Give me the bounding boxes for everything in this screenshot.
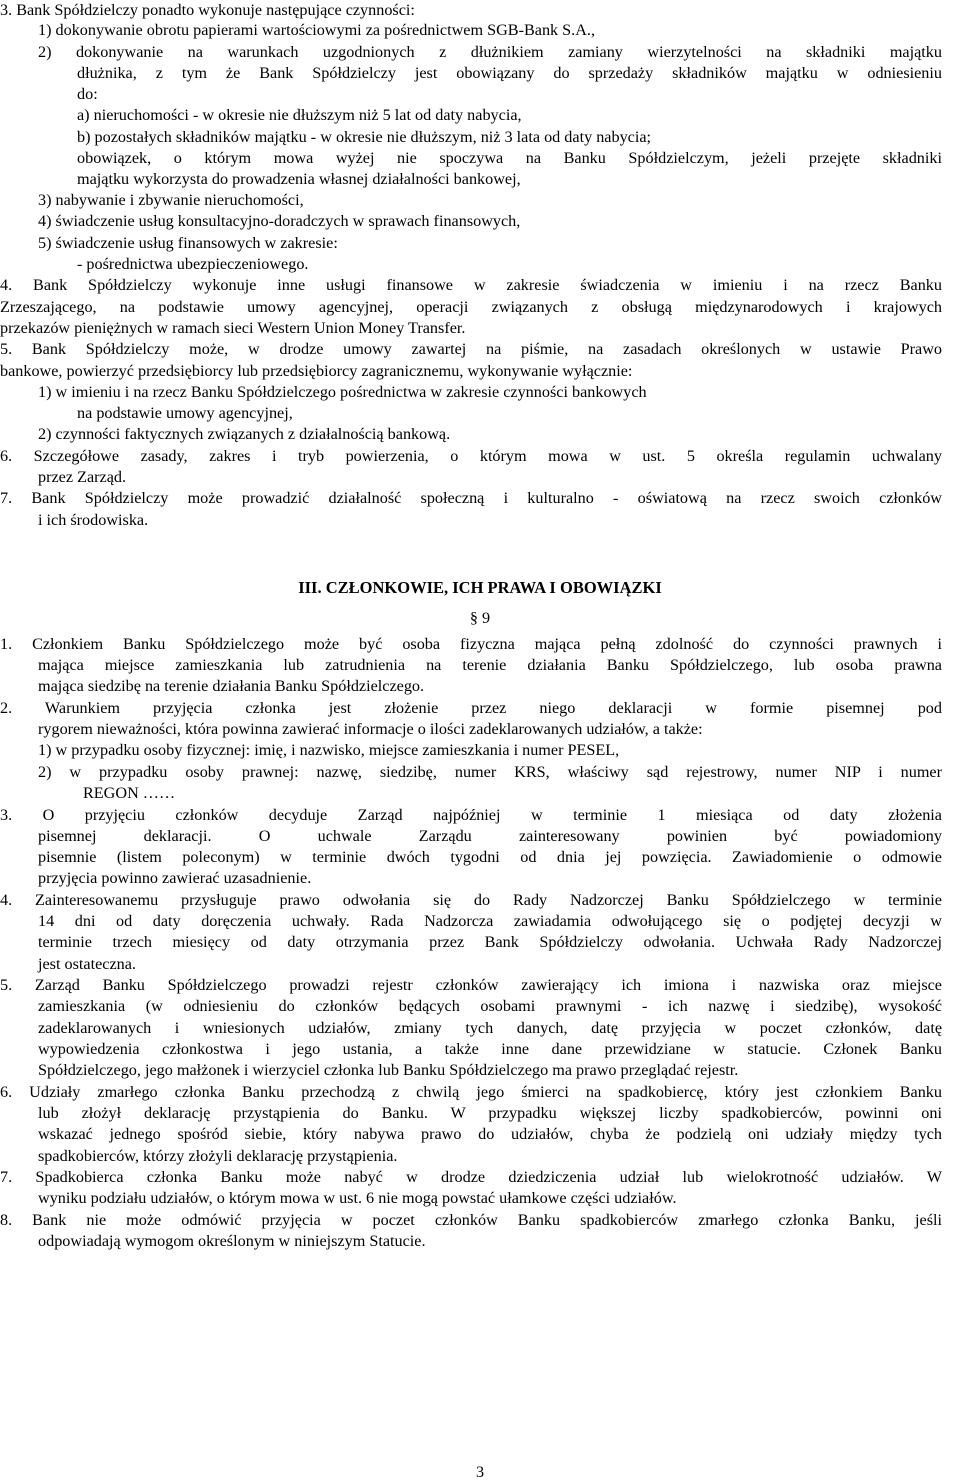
text-line: 1) w przypadku osoby fizycznej: imię, i nazwisko, miejsce zamieszkania i numer PESEL, — [38, 741, 620, 759]
paragraph-symbol: § 9 — [469, 609, 491, 627]
text-line: na podstawie umowy agencyjnej, — [77, 404, 293, 422]
text-line: REGON …… — [83, 784, 176, 802]
text-line: przez Zarząd. — [38, 468, 127, 486]
text-line: 6. Szczegółowe zasady, zakres i tryb powierzenia, o którym mowa w ust. 5 określa regulamin uchwalany — [0, 447, 942, 465]
text-line: 5. Bank Spółdzielczy może, w drodze umowy zawartej na piśmie, na zasadach określonych w ustawie Prawo — [0, 340, 942, 358]
text-line: 14 dni od daty doręczenia uchwały. Rada Nadzorcza zawiadamia odwołującego się o podjętej decyzji w — [38, 912, 942, 930]
text-line: mająca siedzibę na terenie działania Banku Spółdzielczego. — [38, 677, 425, 695]
text-line: 2) dokonywanie na warunkach uzgodnionych z dłużnikiem zamiany wierzytelności na składniki majątku — [38, 43, 942, 61]
text-line: a) nieruchomości - w okresie nie dłuższym niż 5 lat od daty nabycia, — [77, 106, 522, 124]
text-line: 3. O przyjęciu członków decyduje Zarząd najpóźniej w terminie 1 miesiąca od daty złożenia — [0, 806, 942, 824]
text-line: wskazać jednego spośród siebie, który nabywa prawo do udziałów, chyba że podzielą oni udziały między tych — [38, 1125, 942, 1143]
text-line: lub złożył deklarację przystąpienia do Banku. W przypadku większej liczby spadkobierców, powinni oni — [38, 1104, 942, 1122]
text-line: 5. Zarząd Banku Spółdzielczego prowadzi rejestr członków zawierający ich imiona i nazwiska oraz miejsce — [0, 976, 942, 994]
text-line: przyjęcia powinno zawierać uzasadnienie. — [38, 869, 312, 887]
text-line: pisemnie (listem poleconym) w terminie dwóch tygodni od dnia jej powzięcia. Zawiadomienie o odmowie — [38, 848, 942, 866]
text-line: 1. Członkiem Banku Spółdzielczego może być osoba fizyczna mająca pełną zdolność do czynności prawnych i — [0, 635, 942, 653]
text-line: 2. Warunkiem przyjęcia członka jest złożenie przez niego deklaracji w formie pisemnej pod — [0, 699, 942, 717]
text-line: 2) czynności faktycznych związanych z działalnością bankową. — [38, 425, 451, 443]
text-line: bankowe, powierzyć przedsiębiorcy lub przedsiębiorcy zagranicznemu, wykonywanie wyłącznie: — [0, 362, 633, 380]
text-line: dłużnika, z tym że Bank Spółdzielczy jest obowiązany do sprzedaży składników majątku w odniesieniu — [77, 64, 942, 82]
text-line: mająca miejsce zamieszkania lub zatrudnienia na terenie działania Banku Spółdzielczego, lub osoba prawna — [38, 656, 942, 674]
text-line: obowiązek, o którym mowa wyżej nie spoczywa na Banku Spółdzielczym, jeżeli przejęte składniki — [77, 149, 942, 167]
text-line: 4. Bank Spółdzielczy wykonuje inne usługi finansowe w zakresie świadczenia w imieniu i na rzecz Banku — [0, 276, 942, 294]
text-line: Zrzeszającego, na podstawie umowy agencyjnej, operacji związanych z obsługą międzynarodowych i krajowych — [0, 298, 942, 316]
text-line: i ich środowiska. — [38, 511, 149, 529]
text-line: 2) w przypadku osoby prawnej: nazwę, siedzibę, numer KRS, właściwy sąd rejestrowy, numer NIP i numer — [38, 763, 942, 781]
text-line: odpowiadają wymogom określonym w niniejszym Statucie. — [38, 1232, 426, 1250]
text-line: przekazów pieniężnych w ramach sieci Western Union Money Transfer. — [0, 319, 466, 337]
text-line: 4) świadczenie usług konsultacyjno-doradczych w sprawach finansowych, — [38, 212, 521, 230]
text-line: terminie trzech miesięcy od daty otrzymania przez Bank Spółdzielczy odwołania. Uchwała Rady Nadzorczej — [38, 933, 942, 951]
text-line: b) pozostałych składników majątku - w okresie nie dłuższym, niż 3 lata od daty nabycia; — [77, 128, 652, 146]
text-line: 5) świadczenie usług finansowych w zakresie: — [38, 234, 338, 252]
text-line: 6. Udziały zmarłego członka Banku przechodzą z chwilą jego śmierci na spadkobiercę, który jest członkiem Banku — [0, 1083, 942, 1101]
text-line: jest ostateczna. — [38, 955, 136, 973]
text-line: 3) nabywanie i zbywanie nieruchomości, — [38, 191, 304, 209]
text-line: - pośrednictwa ubezpieczeniowego. — [77, 255, 309, 273]
text-line: spadkobierców, którzy złożyli deklarację przystąpienia. — [38, 1147, 398, 1165]
text-line: 4. Zainteresowanemu przysługuje prawo odwołania się do Rady Nadzorczej Banku Spółdzielczego w terminie — [0, 891, 942, 909]
text-line: pisemnej deklaracji. O uchwale Zarządu zainteresowany powinien być powiadomiony — [38, 827, 942, 845]
text-line: rygorem nieważności, która powinna zawierać informacje o ilości zadeklarowanych udziałów, a także: — [38, 720, 703, 738]
text-line: 1) w imieniu i na rzecz Banku Spółdzielczego pośrednictwa w zakresie czynności bankowych — [38, 383, 647, 401]
text-line: wyniku podziału udziałów, o którym mowa w ust. 6 nie mogą powstać ułamkowe części udziałów. — [38, 1189, 677, 1207]
text-line: 3. Bank Spółdzielczy ponadto wykonuje następujące czynności: — [0, 1, 415, 19]
text-line: 7. Spadkobierca członka Banku może nabyć w drodze dziedziczenia udział lub wielokrotność udziałów. W — [0, 1168, 942, 1186]
page-number: 3 — [475, 1463, 485, 1481]
text-line: majątku wykorzysta do prowadzenia własnej działalności bankowej, — [77, 170, 521, 188]
section-heading: III. CZŁONKOWIE, ICH PRAWA I OBOWIĄZKI — [298, 578, 662, 597]
text-line: 7. Bank Spółdzielczy może prowadzić działalność społeczną i kulturalno - oświatową na rzecz swoich członków — [0, 489, 942, 507]
text-line: Spółdzielczego, jego małżonek i wierzyciel członka lub Banku Spółdzielczego ma prawo przeglądać rejestr. — [38, 1061, 739, 1079]
text-line: wypowiedzenia członkostwa i jego ustania, a także inne dane przewidziane w statucie. Członek Banku — [38, 1040, 942, 1058]
text-line: do: — [77, 85, 98, 103]
text-line: 1) dokonywanie obrotu papierami wartościowymi za pośrednictwem SGB-Bank S.A., — [38, 21, 596, 39]
text-line: 8. Bank nie może odmówić przyjęcia w poczet członków Banku spadkobierców zmarłego członka Banku, jeśli — [0, 1211, 942, 1229]
text-line: zamieszkania (w odniesieniu do członków będących osobami prawnymi - ich nazwę i siedzibę), wysokość — [38, 997, 942, 1015]
text-line: zadeklarowanych i wniesionych udziałów, zmiany tych danych, datę przyjęcia w poczet członków, datę — [38, 1019, 942, 1037]
